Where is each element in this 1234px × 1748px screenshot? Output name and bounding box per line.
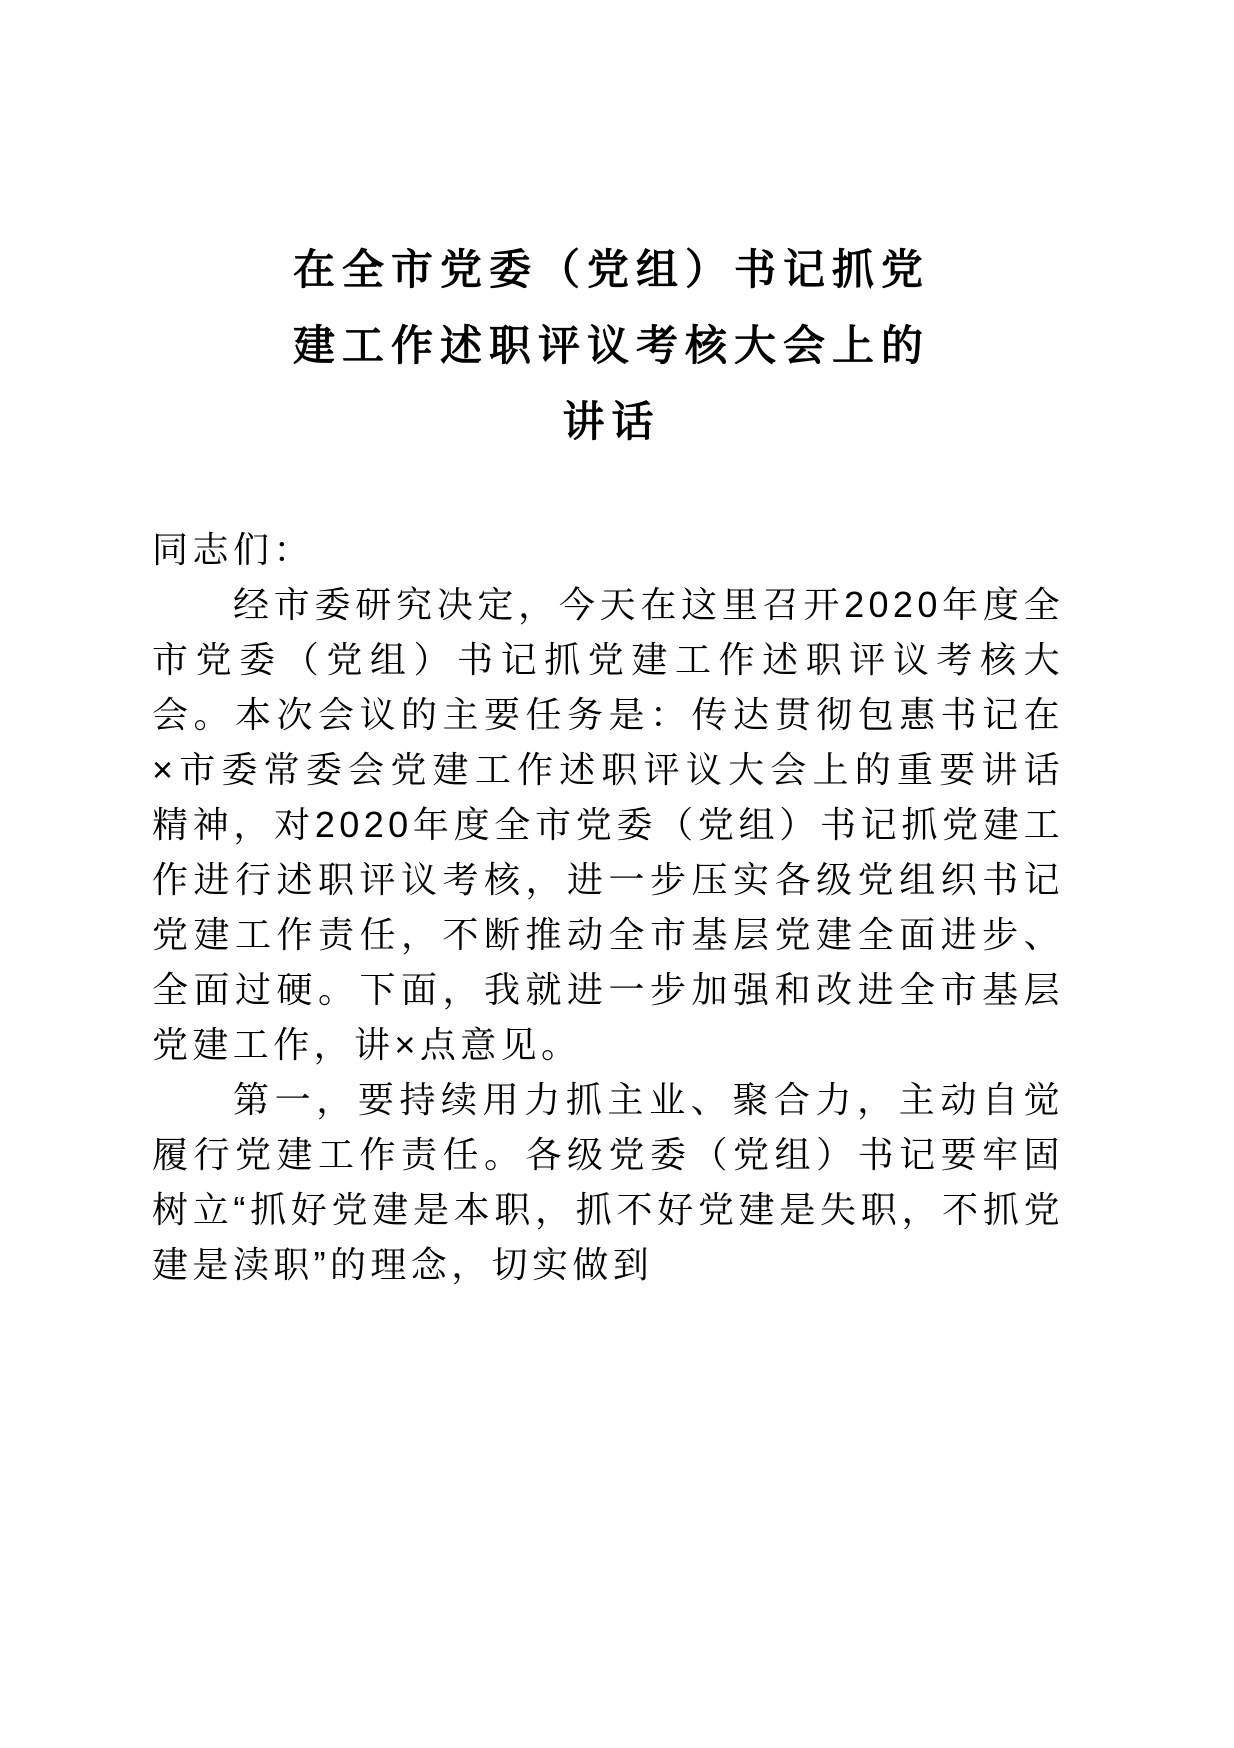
body-paragraph-2: 第一，要持续用力抓主业、聚合力，主动自觉履行党建工作责任。各级党委（党组）书记要牢固树立“抓好党建是本职，抓不好党建是失职，不抓党建是渎职”的理念，切实做到 <box>152 1079 1064 1285</box>
document-body <box>152 232 1064 1292</box>
document-title-line-1: 在全市党委（党组）书记抓党 <box>292 246 930 293</box>
document-title-line-2: 建工作述职评议考核大会上的 <box>292 322 930 369</box>
salutation: 同志们： <box>152 529 315 570</box>
document-title-line-3: 讲话 <box>562 398 661 445</box>
document-title <box>152 232 1064 460</box>
body-paragraph-1: 经市委研究决定，今天在这里召开2020年度全市党委（党组）书记抓党建工作述职评议考核大会。本次会议的主要任务是：传达贯彻包惠书记在×市委常委会党建工作述职评议大会上的重要讲话精神，对2020年度全市党委（党组）书记抓党建工作进行述职评议考核，进一步压实各级党组织书记党建工作责任，不断推动全市基层党建全面进步、全面过硬。下面，我就进一步加强和改进全市基层党建工作，讲×点意见。 <box>152 584 1064 1065</box>
